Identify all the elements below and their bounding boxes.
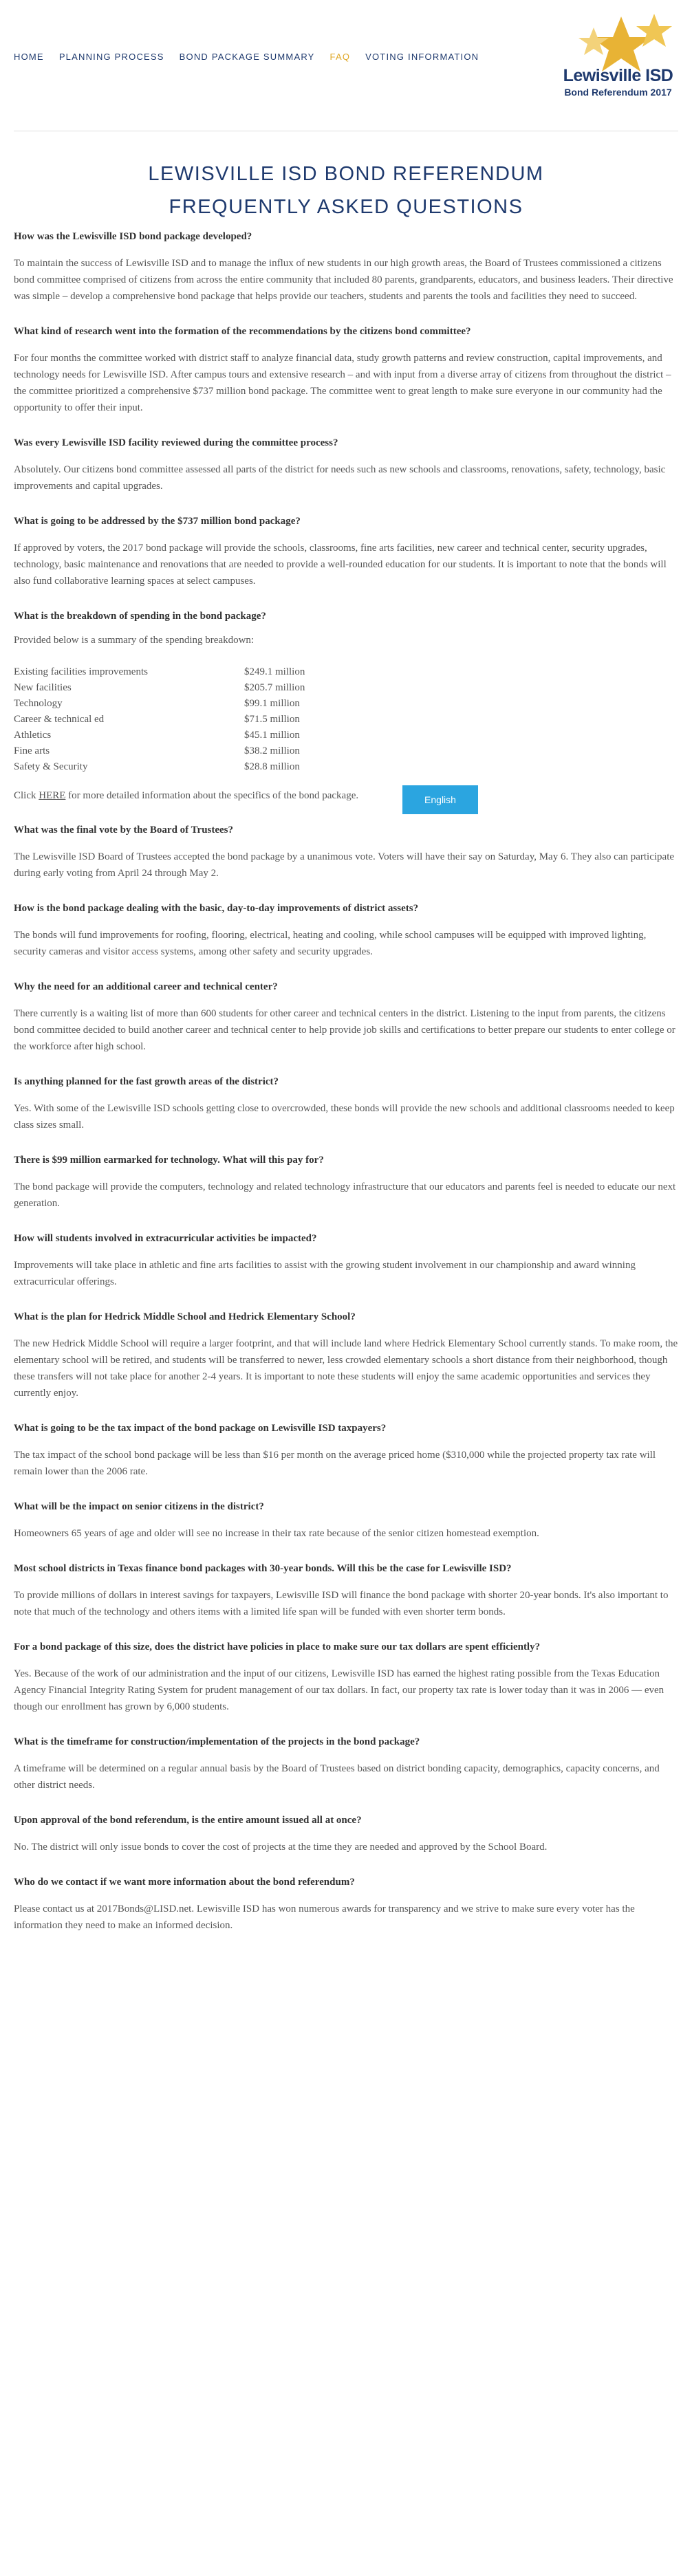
breakdown-row — [14, 680, 678, 696]
faq-answer: Yes. With some of the Lewisville ISD schools getting close to overcrowded, these bonds will provide the new schools and additional classrooms needed to keep class sizes small. — [14, 1103, 675, 1131]
faq-answer: To maintain the success of Lewisville ISD and to manage the influx of new students in our high growth areas, the Board of Trustees commissioned a citizens bond committee comprised of citizens from across the entire community that included 80 parents, grandparents, educators, and business leaders. Their directive was simple – develop a comprehensive bond package that helps provide our teachers, students and parents the tools and facilities they need to succeed. — [14, 258, 673, 302]
breakdown-category: Athletics — [14, 730, 52, 741]
faq-item — [14, 901, 678, 960]
faq-answer: Please contact us at 2017Bonds@LISD.net. Lewisville ISD has won numerous awards for transparency and we strive to make sure every voter has the information they need to make an informed decision. — [14, 1903, 635, 1931]
faq-item — [14, 1813, 678, 1855]
faq-answer: The Lewisville ISD Board of Trustees accepted the bond package by a unanimous vote. Voters will have their say on Saturday, May 6. They also can participate during early voting from April 24 through May 2. — [14, 851, 675, 879]
faq-question: Who do we contact if we want more information about the bond referendum? — [14, 1877, 355, 1888]
faq-question: What is the breakdown of spending in the bond package? — [14, 611, 266, 622]
faq-item — [14, 979, 678, 1055]
faq-question: There is $99 million earmarked for technology. What will this pay for? — [14, 1155, 324, 1166]
breakdown-amount: $249.1 million — [244, 666, 305, 677]
faq-answer: For four months the committee worked with district staff to analyze financial data, study growth patterns and review construction, capital improvements, and technology needs for Lewisville ISD. After campus tours and extensive research – and with input from a diverse array of citizens from throughout the district – the committee prioritized a comprehensive $737 million bond package. The committee went to great length to make sure everyone in our community had the opportunity to offer their input. — [14, 353, 671, 413]
faq-answer: No. The district will only issue bonds to cover the cost of projects at the time they are needed and approved by the School Board. — [14, 1842, 548, 1853]
page-title — [14, 157, 678, 223]
faq-answer: Absolutely. Our citizens bond committee assessed all parts of the district for needs such as new schools and classrooms, renovations, safety, technology, basic improvements and capital upgrades. — [14, 464, 666, 492]
faq-item — [14, 1153, 678, 1212]
breakdown-intro: Provided below is a summary of the spending breakdown: — [14, 635, 255, 646]
faq-item — [14, 1074, 678, 1133]
breakdown-amount: $71.5 million — [244, 714, 300, 725]
breakdown-amount: $99.1 million — [244, 698, 300, 709]
faq-question: What is going to be the tax impact of the bond package on Lewisville ISD taxpayers? — [14, 1423, 387, 1434]
faq-answer: The bond package will provide the computers, technology and related technology infrastructure that our educators and parents feel is needed to educate our next generation. — [14, 1181, 676, 1209]
breakdown-amount: $45.1 million — [244, 730, 300, 741]
faq-question: Upon approval of the bond referendum, is the entire amount issued all at once? — [14, 1815, 362, 1826]
main-content — [0, 131, 692, 1934]
language-english-button[interactable]: English — [402, 785, 478, 814]
faq-item — [14, 229, 678, 305]
details-link-prefix: Click — [14, 790, 39, 801]
breakdown-row — [14, 728, 678, 743]
page-title-line2: FREQUENTLY ASKED QUESTIONS — [169, 196, 523, 218]
faq-question: Most school districts in Texas finance bond packages with 30-year bonds. Will this be the case for Lewisville ISD? — [14, 1563, 512, 1574]
faq-item — [14, 324, 678, 416]
faq-question: What is the plan for Hedrick Middle School and Hedrick Elementary School? — [14, 1311, 356, 1322]
breakdown-row — [14, 712, 678, 728]
breakdown-category: Existing facilities improvements — [14, 666, 148, 677]
logo-subtitle: Bond Referendum 2017 — [564, 87, 672, 98]
breakdown-row — [14, 743, 678, 759]
faq-item — [14, 1561, 678, 1620]
breakdown-row — [14, 696, 678, 712]
faq-item — [14, 435, 678, 494]
faq-answer: The new Hedrick Middle School will require a larger footprint, and that will include land where Hedrick Elementary School currently stands. To make room, the elementary school will be retired, and students will be transferred to newer, less crowded elementary schools a short distance from their neighborhood, though these transfers will not take place for another 2-4 years. It is important to note these students will enjoy the same academic opportunities and services they currently enjoy. — [14, 1338, 678, 1399]
nav-planning-process[interactable]: PLANNING PROCESS — [58, 52, 164, 62]
breakdown-category: Technology — [14, 698, 63, 709]
faq-question: How is the bond package dealing with the basic, day-to-day improvements of district assets? — [14, 903, 419, 914]
faq-item — [14, 1421, 678, 1480]
faq-answer: There currently is a waiting list of more than 600 students for other career and technical centers in the district. Listening to the input from parents, the citizens bond committee decided to build another career and technical center to help provide job skills and certifications to better prepare our students to enter college or the workforce after high school. — [14, 1008, 675, 1052]
faq-answer: If approved by voters, the 2017 bond package will provide the schools, classrooms, fine arts facilities, new career and technical center, security upgrades, technology, basic maintenance and renovations that are needed to provide a well-rounded education for our students. It is important to note that the bonds will also fund collaborative learning spaces at select campuses. — [14, 543, 667, 587]
faq-item — [14, 1734, 678, 1793]
logo-name: Lewisville ISD — [563, 66, 673, 85]
breakdown-row — [14, 664, 678, 680]
faq-item — [14, 1639, 678, 1715]
page-title-line1: LEWISVILLE ISD BOND REFERENDUM — [148, 163, 544, 185]
breakdown-row — [14, 759, 678, 775]
nav-faq[interactable]: FAQ — [329, 52, 351, 62]
faq-list — [14, 229, 678, 1934]
site-header — [14, 0, 678, 131]
nav-bond-package-summary[interactable]: BOND PACKAGE SUMMARY — [179, 52, 315, 62]
faq-question: How will students involved in extracurricular activities be impacted? — [14, 1233, 317, 1244]
faq-answer: To provide millions of dollars in interest savings for taxpayers, Lewisville ISD will finance the bond package with shorter 20-year bonds. It's also important to note that much of the technology and others items with a limited life span will be funded with even shorter term bonds. — [14, 1590, 669, 1617]
breakdown-category: New facilities — [14, 682, 72, 693]
details-link-suffix: for more detailed information about the specifics of the bond package. — [65, 790, 359, 801]
nav-home[interactable]: HOME — [14, 52, 44, 62]
faq-question: Is anything planned for the fast growth areas of the district? — [14, 1076, 279, 1087]
main-nav — [14, 52, 479, 62]
breakdown-category: Career & technical ed — [14, 714, 105, 725]
breakdown-category: Safety & Security — [14, 761, 88, 772]
faq-question: How was the Lewisville ISD bond package developed? — [14, 231, 252, 242]
breakdown-category: Fine arts — [14, 745, 50, 756]
breakdown-amount: $205.7 million — [244, 682, 305, 693]
faq-answer: A timeframe will be determined on a regular annual basis by the Board of Trustees based on district bonding capacity, demographics, capacity concerns, and other district needs. — [14, 1763, 660, 1791]
faq-answer: Improvements will take place in athletic and fine arts facilities to assist with the growing student involvement in our championship and award winning extracurricular offerings. — [14, 1260, 636, 1287]
faq-item — [14, 1309, 678, 1401]
faq-item-breakdown — [14, 609, 678, 805]
nav-voting-information[interactable]: VOTING INFORMATION — [365, 52, 479, 62]
faq-question: For a bond package of this size, does the district have policies in place to make sure our tax dollars are spent efficiently? — [14, 1641, 541, 1652]
faq-answer: The tax impact of the school bond package will be less than $16 per month on the average priced home ($310,000 while the projected property tax rate will remain lower than the 2006 rate. — [14, 1450, 656, 1477]
faq-item — [14, 822, 678, 882]
faq-item — [14, 1231, 678, 1290]
faq-question: What kind of research went into the formation of the recommendations by the citizens bond committee? — [14, 326, 471, 337]
faq-question: What was the final vote by the Board of Trustees? — [14, 825, 234, 836]
faq-answer: The bonds will fund improvements for roofing, flooring, electrical, heating and cooling, while school campuses will be equipped with improved lighting, security cameras and visitor access systems, among other safety and security upgrades. — [14, 930, 647, 957]
breakdown-amount: $38.2 million — [244, 745, 300, 756]
faq-question: Why the need for an additional career and technical center? — [14, 981, 278, 992]
faq-answer: Yes. Because of the work of our administration and the input of our citizens, Lewisville ISD has earned the highest rating possible from the Texas Education Agency Financial Integrity Rating System for prudent management of our tax dollars. In fact, our property tax rate is lower today than it was in 2006 — even though our enrollment has grown by 6,000 students. — [14, 1668, 664, 1712]
details-here-link[interactable]: HERE — [39, 790, 66, 801]
breakdown-amount: $28.8 million — [244, 761, 300, 772]
faq-item — [14, 1499, 678, 1542]
faq-answer: Homeowners 65 years of age and older will see no increase in their tax rate because of the senior citizen homestead exemption. — [14, 1528, 539, 1539]
faq-question: Was every Lewisville ISD facility reviewed during the committee process? — [14, 437, 338, 448]
faq-question: What will be the impact on senior citizens in the district? — [14, 1501, 264, 1512]
details-link-text — [14, 790, 678, 802]
district-logo[interactable] — [558, 12, 678, 102]
faq-item — [14, 514, 678, 589]
faq-question: What is the timeframe for construction/implementation of the projects in the bond package? — [14, 1736, 420, 1747]
faq-question: What is going to be addressed by the $737 million bond package? — [14, 516, 301, 527]
faq-item — [14, 1875, 678, 1934]
